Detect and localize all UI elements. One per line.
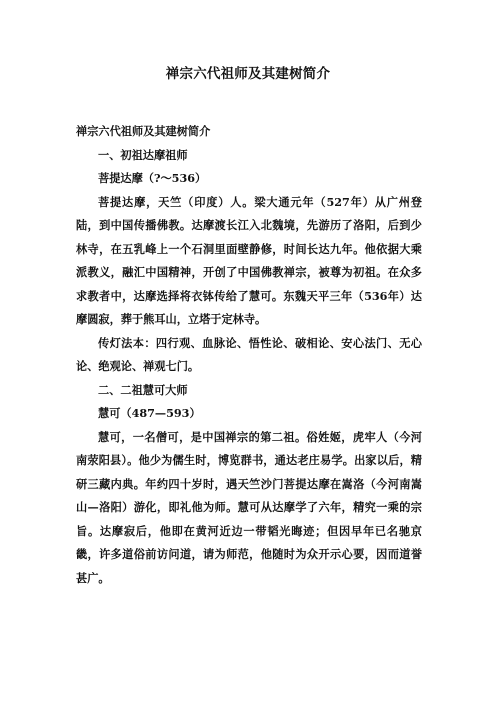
document-body xyxy=(76,120,422,590)
document-paragraph: 菩提达摩（?～536） xyxy=(98,171,207,185)
document-paragraph: 一、初祖达摩祖师 xyxy=(98,147,188,162)
document-paragraph: 慧可（487—593） xyxy=(98,406,201,420)
section-heading: 禅宗六代祖师及其建树简介 xyxy=(76,124,211,138)
document-title: 禅宗六代祖师及其建树简介 xyxy=(165,66,331,82)
document-paragraph: 菩提达摩，天竺（印度）人。梁大通元年（527年）从广州登陆，到中国传播佛教。达摩渡长江入北魏境，先游历了洛阳，后到少林寺，在五乳峰上一个石洞里面壁静修，时间长达九年。他依据大乘派教义，融汇中国精神，开创了中国佛教禅宗，被尊为初祖。在众多求教者中，达摩选择将衣钵传给了慧可。东魏天平三年（536年）达摩圆寂，葬于熊耳山，立塔于定林寺。 xyxy=(76,194,422,326)
document-paragraph: 二、二祖慧可大师 xyxy=(98,382,188,397)
document-paragraph: 慧可，一名僧可，是中国禅宗的第二祖。俗姓姬，虎牢人（今河南荥阳县）。他少为儒生时，博览群书，通达老庄易学。出家以后，精研三藏内典。年约四十岁时，遇天竺沙门菩提达摩在嵩洛（今河南嵩山—洛阳）游化，即礼他为师。慧可从达摩学了六年，精究一乘的宗旨。达摩寂后，他即在黄河近边一带韬光晦迹；但因早年已名驰京畿，许多道俗前访问道，请为师范，他随时为众开示心要，因而道誉甚广。 xyxy=(76,429,422,585)
document-paragraph: 传灯法本：四行观、血脉论、悟性论、破相论、安心法门、无心论、绝观论、禅观七门。 xyxy=(76,335,422,373)
